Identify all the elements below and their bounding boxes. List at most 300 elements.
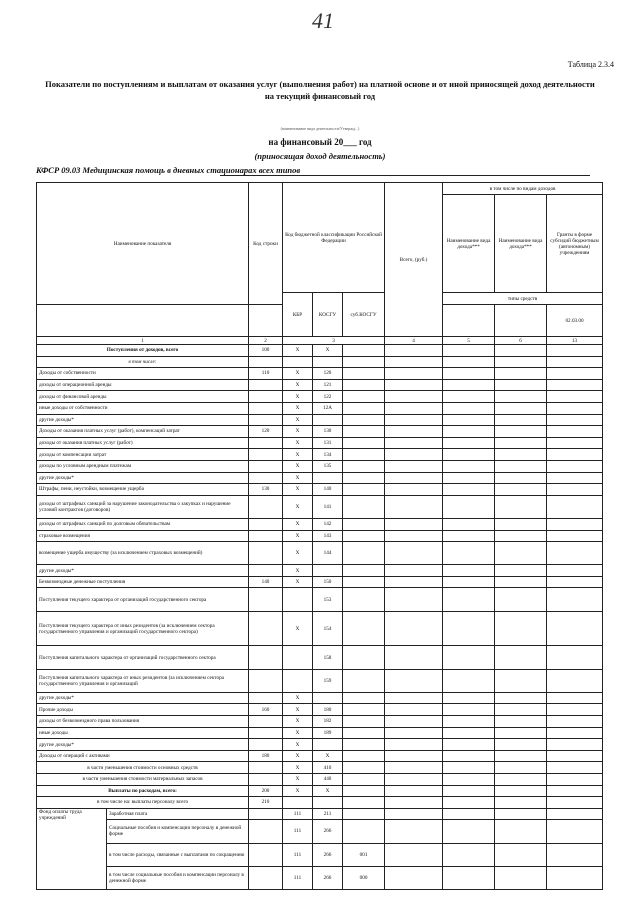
row-name: Безвозмездные денежные поступления (37, 576, 249, 588)
row-kbr: X (283, 379, 313, 391)
row-kosgu: 150 (313, 576, 343, 588)
row-kbr (283, 797, 313, 809)
row-code: 110 (249, 368, 283, 380)
table-row (37, 820, 603, 843)
row-kbr: X (283, 437, 313, 449)
row-code (249, 460, 283, 472)
row-sub-kosgu (343, 611, 385, 646)
row-name: другие доходы* (37, 739, 249, 751)
row-income-1 (443, 588, 495, 611)
row-sub-kosgu (343, 750, 385, 762)
row-sub-kosgu (343, 530, 385, 542)
row-sub-kosgu (343, 345, 385, 357)
row-kosgu: 12A (313, 402, 343, 414)
row-name: другие доходы* (37, 565, 249, 577)
row-sub-kosgu (343, 356, 385, 368)
row-income-1 (443, 402, 495, 414)
header-total: Всего, (руб.) (385, 183, 443, 337)
row-total (385, 391, 443, 403)
header-funds-code: 02.03.00 (547, 305, 603, 337)
row-grants (547, 762, 603, 774)
row-income-1 (443, 530, 495, 542)
row-kbr: X (283, 518, 313, 530)
row-total (385, 426, 443, 438)
row-sub-kosgu (343, 437, 385, 449)
row-kosgu (313, 692, 343, 704)
row-total (385, 402, 443, 414)
row-income-2 (495, 739, 547, 751)
table-row (37, 866, 603, 889)
row-kosgu: 144 (313, 542, 343, 565)
row-sub-kosgu (343, 692, 385, 704)
row-income-2 (495, 646, 547, 669)
row-kosgu: 122 (313, 391, 343, 403)
row-kosgu: 158 (313, 646, 343, 669)
row-income-1 (443, 345, 495, 357)
row-grants (547, 518, 603, 530)
table-row (37, 391, 603, 403)
row-total (385, 797, 443, 809)
row-total (385, 611, 443, 646)
row-total (385, 588, 443, 611)
row-total (385, 773, 443, 785)
row-kosgu: 266 (313, 843, 343, 866)
row-grants (547, 692, 603, 704)
row-income-1 (443, 704, 495, 716)
row-income-2 (495, 716, 547, 728)
row-income-1 (443, 797, 495, 809)
row-kosgu: 153 (313, 588, 343, 611)
row-kbr: X (283, 426, 313, 438)
group-label: Фонд оплаты труда учреждений (37, 808, 107, 889)
row-income-1 (443, 739, 495, 751)
row-kbr: X (283, 449, 313, 461)
row-sub-kosgu: 001 (343, 843, 385, 866)
table-row (37, 797, 603, 809)
row-income-2 (495, 820, 547, 843)
row-name: в части уменьшения стоимости основных средств (37, 762, 249, 774)
row-code: 100 (249, 345, 283, 357)
row-grants (547, 611, 603, 646)
row-name: Поступления капитального характера от иных резидентов (за исключением сектора государственного управления и организаций (37, 669, 249, 692)
header-name: Наименование показателя (37, 183, 249, 305)
row-income-1 (443, 472, 495, 484)
row-income-2 (495, 391, 547, 403)
row-kbr: X (283, 484, 313, 496)
row-income-2 (495, 866, 547, 889)
row-income-1 (443, 808, 495, 820)
row-income-2 (495, 345, 547, 357)
row-code (249, 437, 283, 449)
row-kosgu (313, 565, 343, 577)
row-sub-kosgu (343, 460, 385, 472)
table-row (37, 530, 603, 542)
table-row (37, 495, 603, 518)
row-sub-kosgu (343, 762, 385, 774)
row-code (249, 414, 283, 426)
row-name: Поступления текущего характера от организаций государственного сектора (37, 588, 249, 611)
row-name: Заработная плата (107, 808, 249, 820)
row-kosgu: 440 (313, 773, 343, 785)
row-code (249, 646, 283, 669)
row-income-1 (443, 356, 495, 368)
row-total (385, 356, 443, 368)
table-row (37, 345, 603, 357)
row-income-1 (443, 495, 495, 518)
row-code (249, 669, 283, 692)
row-code (249, 820, 283, 843)
row-name: Выплаты по расходам, всего: (37, 785, 249, 797)
row-kbr: X (283, 542, 313, 565)
row-income-2 (495, 576, 547, 588)
row-sub-kosgu (343, 785, 385, 797)
row-income-2 (495, 762, 547, 774)
row-income-1 (443, 437, 495, 449)
row-sub-kosgu (343, 727, 385, 739)
col-num-2: 2 (249, 337, 283, 345)
header-code: Код строки (249, 183, 283, 305)
table-row (37, 356, 603, 368)
row-sub-kosgu (343, 414, 385, 426)
kfsr-underline (220, 175, 590, 176)
row-code (249, 379, 283, 391)
row-total (385, 518, 443, 530)
row-name: иные доходы от собственности (37, 402, 249, 414)
row-total (385, 542, 443, 565)
row-income-1 (443, 692, 495, 704)
row-kosgu: 180 (313, 704, 343, 716)
row-grants (547, 843, 603, 866)
row-grants (547, 391, 603, 403)
row-grants (547, 669, 603, 692)
row-income-1 (443, 518, 495, 530)
row-code (249, 773, 283, 785)
row-kosgu: 143 (313, 530, 343, 542)
row-kbr: X (283, 611, 313, 646)
table-row (37, 402, 603, 414)
row-kbr: X (283, 576, 313, 588)
row-code (249, 530, 283, 542)
row-name: страховые возмещения (37, 530, 249, 542)
row-grants (547, 437, 603, 449)
row-name: Доходы от оказания платных услуг (работ), компенсаций затрат (37, 426, 249, 438)
row-grants (547, 588, 603, 611)
row-total (385, 704, 443, 716)
row-total (385, 437, 443, 449)
row-sub-kosgu (343, 704, 385, 716)
table-row (37, 611, 603, 646)
table-row (37, 368, 603, 380)
row-income-2 (495, 356, 547, 368)
row-kosgu: 121 (313, 379, 343, 391)
row-name: в том числе на: выплаты персоналу всего (37, 797, 249, 809)
row-income-1 (443, 611, 495, 646)
row-name: другие доходы* (37, 692, 249, 704)
row-sub-kosgu (343, 576, 385, 588)
row-total (385, 808, 443, 820)
row-code (249, 692, 283, 704)
row-total (385, 716, 443, 728)
col-num-13: 13 (547, 337, 603, 345)
row-sub-kosgu (343, 449, 385, 461)
row-income-2 (495, 588, 547, 611)
row-kosgu: X (313, 785, 343, 797)
table-row (37, 843, 603, 866)
row-total (385, 820, 443, 843)
row-code: 210 (249, 797, 283, 809)
table-row (37, 542, 603, 565)
table-row (37, 727, 603, 739)
table-row (37, 669, 603, 692)
row-code: 120 (249, 426, 283, 438)
row-kosgu: 130 (313, 426, 343, 438)
row-income-2 (495, 495, 547, 518)
row-sub-kosgu (343, 495, 385, 518)
row-grants (547, 542, 603, 565)
row-income-2 (495, 368, 547, 380)
row-grants (547, 727, 603, 739)
table-row (37, 762, 603, 774)
row-kosgu: 182 (313, 716, 343, 728)
row-kbr: 111 (283, 808, 313, 820)
row-total (385, 866, 443, 889)
row-income-2 (495, 542, 547, 565)
row-income-1 (443, 484, 495, 496)
row-grants (547, 345, 603, 357)
row-grants (547, 716, 603, 728)
row-sub-kosgu: 000 (343, 866, 385, 889)
row-kosgu (313, 356, 343, 368)
row-kosgu: 410 (313, 762, 343, 774)
row-grants (547, 472, 603, 484)
row-kosgu: X (313, 345, 343, 357)
row-income-1 (443, 866, 495, 889)
row-kosgu: 154 (313, 611, 343, 646)
row-grants (547, 414, 603, 426)
row-kosgu: 211 (313, 808, 343, 820)
row-kbr: 111 (283, 820, 313, 843)
table-row (37, 484, 603, 496)
row-income-1 (443, 716, 495, 728)
header-kosgu: КОСГУ (313, 293, 343, 337)
table-row (37, 785, 603, 797)
header-funds-blank-1 (443, 305, 495, 337)
row-kbr: X (283, 773, 313, 785)
row-income-2 (495, 472, 547, 484)
row-kosgu: 141 (313, 495, 343, 518)
row-kbr: X (283, 785, 313, 797)
row-code (249, 402, 283, 414)
row-sub-kosgu (343, 808, 385, 820)
row-grants (547, 426, 603, 438)
header-funds-blank-2 (495, 305, 547, 337)
year-line: на финансовый 20___ год (268, 137, 372, 147)
row-name: другие доходы* (37, 414, 249, 426)
row-sub-kosgu (343, 472, 385, 484)
table-row (37, 379, 603, 391)
row-income-1 (443, 542, 495, 565)
row-income-2 (495, 449, 547, 461)
row-grants (547, 484, 603, 496)
row-income-1 (443, 426, 495, 438)
row-income-2 (495, 797, 547, 809)
row-kbr: X (283, 495, 313, 518)
row-income-2 (495, 704, 547, 716)
header-kbr: КБР (283, 293, 313, 337)
row-kosgu: 140 (313, 484, 343, 496)
row-grants (547, 449, 603, 461)
row-total (385, 379, 443, 391)
row-sub-kosgu (343, 797, 385, 809)
row-name: доходы от операционной аренды (37, 379, 249, 391)
header-incl: в том числе по видам доходов (443, 183, 603, 195)
table-row (37, 576, 603, 588)
header-funds-type: типы средств (443, 293, 603, 305)
header-name-cont (37, 305, 249, 337)
table-label: Таблица 2.3.4 (567, 60, 614, 69)
row-code (249, 866, 283, 889)
row-code (249, 588, 283, 611)
row-name: Социальные пособия и компенсации персоналу в денежной форме (107, 820, 249, 843)
row-kbr: X (283, 716, 313, 728)
row-total (385, 843, 443, 866)
table-row (37, 426, 603, 438)
row-name: доходы от штрафных санкций за нарушение законодательства о закупках и нарушение условий контрактов (договоров) (37, 495, 249, 518)
row-code (249, 449, 283, 461)
row-total (385, 727, 443, 739)
row-kbr (283, 669, 313, 692)
row-sub-kosgu (343, 820, 385, 843)
indicators-table (36, 182, 603, 890)
row-income-1 (443, 576, 495, 588)
row-kosgu (313, 472, 343, 484)
row-grants (547, 495, 603, 518)
row-total (385, 484, 443, 496)
row-total (385, 449, 443, 461)
row-income-1 (443, 379, 495, 391)
row-kbr: X (283, 739, 313, 751)
row-total (385, 576, 443, 588)
col-num-5: 5 (443, 337, 495, 345)
row-total (385, 460, 443, 472)
row-grants (547, 704, 603, 716)
table-row (37, 808, 603, 820)
row-total (385, 530, 443, 542)
col-num-3: 3 (283, 337, 385, 345)
row-kosgu (313, 739, 343, 751)
col-num-4: 4 (385, 337, 443, 345)
row-income-2 (495, 843, 547, 866)
table-row (37, 692, 603, 704)
row-sub-kosgu (343, 402, 385, 414)
row-total (385, 472, 443, 484)
row-total (385, 762, 443, 774)
row-name: доходы от безвозмездного права пользования (37, 716, 249, 728)
col-num-1: 1 (37, 337, 249, 345)
row-code (249, 727, 283, 739)
row-income-2 (495, 669, 547, 692)
row-grants (547, 368, 603, 380)
row-code (249, 472, 283, 484)
row-kosgu: 134 (313, 449, 343, 461)
table-row (37, 773, 603, 785)
col-num-6: 6 (495, 337, 547, 345)
table-body (37, 345, 603, 890)
row-name: Прочие доходы (37, 704, 249, 716)
row-kbr: X (283, 472, 313, 484)
row-income-2 (495, 785, 547, 797)
row-grants (547, 402, 603, 414)
row-kbr: X (283, 530, 313, 542)
row-name: Доходы от операций с активами (37, 750, 249, 762)
row-sub-kosgu (343, 565, 385, 577)
kfsr-label: КФСР 09.03 Медицинская помощь в дневных стационарах всех типов (36, 165, 301, 175)
row-code (249, 611, 283, 646)
row-name: другие доходы* (37, 472, 249, 484)
row-income-1 (443, 669, 495, 692)
row-sub-kosgu (343, 646, 385, 669)
row-kosgu: 142 (313, 518, 343, 530)
header-code-cont (249, 305, 283, 337)
header-grants: Гранты в форме субсидий бюджетным (автономным) учреждениям (547, 195, 603, 293)
table-row (37, 646, 603, 669)
row-sub-kosgu (343, 588, 385, 611)
row-kbr: X (283, 692, 313, 704)
row-kbr: X (283, 460, 313, 472)
row-sub-kosgu (343, 739, 385, 751)
row-kbr: 111 (283, 843, 313, 866)
row-kbr: X (283, 402, 313, 414)
row-grants (547, 530, 603, 542)
row-kbr (283, 646, 313, 669)
row-income-2 (495, 727, 547, 739)
row-kosgu (313, 797, 343, 809)
row-grants (547, 866, 603, 889)
row-name: Поступления текущего характера от иных резидентов (за исключением сектора государственного управления и организаций государственного сектора) (37, 611, 249, 646)
row-kbr (283, 356, 313, 368)
row-income-1 (443, 727, 495, 739)
row-kbr: 111 (283, 866, 313, 889)
table-row (37, 750, 603, 762)
row-grants (547, 379, 603, 391)
row-income-2 (495, 611, 547, 646)
row-grants (547, 565, 603, 577)
row-code: 130 (249, 484, 283, 496)
row-name: в том числе: (37, 356, 249, 368)
row-kbr: X (283, 727, 313, 739)
row-name: Доходы от собственности (37, 368, 249, 380)
row-code (249, 542, 283, 565)
row-income-1 (443, 449, 495, 461)
row-kbr (283, 588, 313, 611)
row-total (385, 750, 443, 762)
row-total (385, 739, 443, 751)
row-sub-kosgu (343, 379, 385, 391)
row-kosgu: 189 (313, 727, 343, 739)
table-row (37, 414, 603, 426)
row-name: в том числе расходы, связанные с выплатами по сокращению (107, 843, 249, 866)
table-row (37, 460, 603, 472)
row-income-1 (443, 460, 495, 472)
table-row (37, 588, 603, 611)
row-name: доходы от оказания платных услуг (работ) (37, 437, 249, 449)
row-sub-kosgu (343, 716, 385, 728)
row-income-2 (495, 414, 547, 426)
row-total (385, 414, 443, 426)
row-income-2 (495, 437, 547, 449)
row-income-2 (495, 565, 547, 577)
row-income-2 (495, 530, 547, 542)
